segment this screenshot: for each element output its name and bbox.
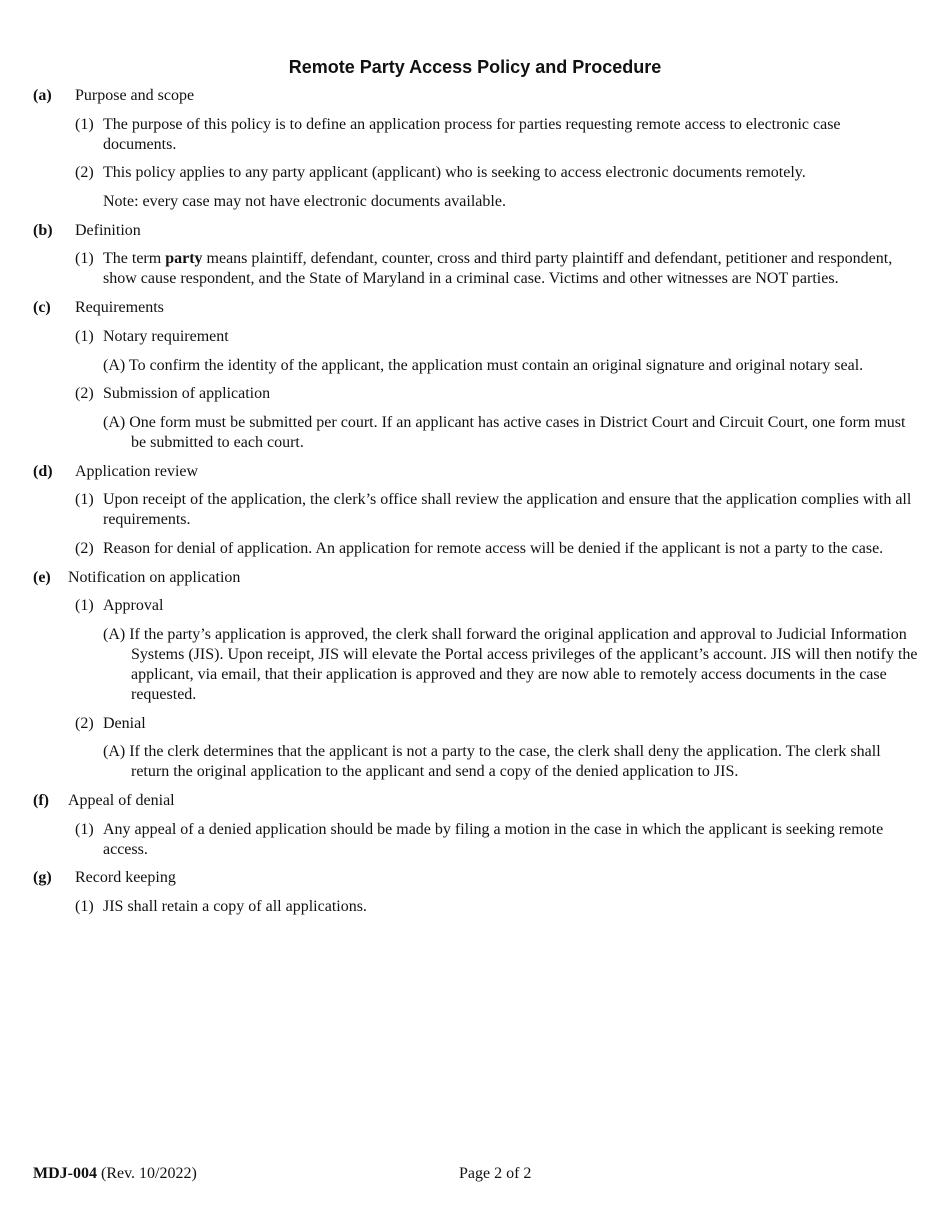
section-letter: (g) bbox=[33, 869, 52, 887]
sub-list-item bbox=[0, 356, 950, 376]
section-letter: (d) bbox=[33, 462, 53, 480]
page-number: Page 2 of 2 bbox=[459, 1165, 532, 1182]
section-title: Notification on application bbox=[68, 568, 241, 586]
section-f-heading bbox=[0, 791, 950, 811]
list-item bbox=[0, 327, 950, 347]
section-title: Purpose and scope bbox=[75, 87, 195, 104]
section-title: Application review bbox=[75, 462, 199, 480]
item-text: Denial bbox=[103, 714, 146, 732]
item-text: The purpose of this policy is to define an application process for parties requesting remote access to electronic case documents. bbox=[103, 115, 841, 153]
item-text: Reason for denial of application. An application for remote access will be denied if the applicant is not a party to the case. bbox=[103, 539, 884, 557]
list-item bbox=[0, 596, 950, 616]
item-number: (2) bbox=[75, 385, 94, 403]
sub-item-text: (A) One form must be submitted per court. If an applicant has active cases in District Court and Circuit Court, one form must be submitted to each court. bbox=[103, 413, 906, 451]
list-item bbox=[0, 115, 950, 155]
section-letter: (b) bbox=[33, 221, 53, 239]
list-item bbox=[0, 897, 950, 917]
item-number: (2) bbox=[75, 539, 94, 557]
list-item bbox=[0, 384, 950, 404]
list-item bbox=[0, 539, 950, 559]
list-item bbox=[0, 249, 950, 289]
item-text: Approval bbox=[103, 597, 164, 615]
section-letter: (e) bbox=[33, 568, 51, 586]
sub-list-item bbox=[0, 625, 950, 705]
item-number: (1) bbox=[75, 597, 94, 615]
section-c-heading bbox=[0, 298, 950, 318]
item-number: (1) bbox=[75, 250, 94, 268]
section-b-heading bbox=[0, 221, 950, 241]
list-item bbox=[0, 820, 950, 860]
list-item bbox=[0, 714, 950, 734]
item-number: (1) bbox=[75, 898, 94, 916]
item-number: (1) bbox=[75, 820, 94, 838]
policy-body bbox=[0, 86, 950, 926]
sub-list-item bbox=[0, 413, 950, 453]
item-text: Any appeal of a denied application should be made by filing a motion in the case in which the applicant is seeking remote access. bbox=[103, 820, 884, 858]
page-title: Remote Party Access Policy and Procedure bbox=[288, 57, 662, 77]
section-g-heading bbox=[0, 868, 950, 888]
form-id: MDJ-004 bbox=[33, 1165, 97, 1182]
section-a-heading bbox=[0, 86, 950, 106]
section-title: Definition bbox=[75, 221, 141, 239]
item-text: Notary requirement bbox=[103, 327, 229, 345]
item-text: Upon receipt of the application, the clerk’s office shall review the application and ensure that the application complies with all requirements. bbox=[103, 491, 912, 529]
section-title: Requirements bbox=[75, 299, 164, 317]
sub-item-text: (A) To confirm the identity of the applicant, the application must contain an original signature and original notary seal. bbox=[103, 356, 864, 374]
definition-text-before: The term bbox=[103, 250, 166, 268]
sub-item-text: (A) If the clerk determines that the applicant is not a party to the case, the clerk shall deny the application. The clerk shall return the original application to the applicant and send a copy of the denied application to JIS. bbox=[103, 743, 881, 781]
section-e-heading bbox=[0, 568, 950, 588]
definition-text bbox=[103, 249, 916, 289]
list-item bbox=[0, 490, 950, 530]
item-number: (2) bbox=[75, 164, 94, 182]
section-d-heading bbox=[0, 462, 950, 482]
section-title: Record keeping bbox=[75, 869, 176, 887]
form-revision: (Rev. 10/2022) bbox=[100, 1165, 197, 1182]
item-text: This policy applies to any party applicant (applicant) who is seeking to access electronic documents remotely. bbox=[103, 164, 806, 182]
note-text: Note: every case may not have electronic documents available. bbox=[103, 193, 506, 211]
section-letter: (c) bbox=[33, 299, 51, 317]
sub-item-text: (A) If the party’s application is approved, the clerk shall forward the original application and approval to Judicial Information Systems (JIS). Upon receipt, JIS will elevate the Portal access privileges of the applicant’s account. JIS will then notify the applicant, via email, that their application is approved and they are now able to remotely access documents in the case requested. bbox=[103, 626, 918, 703]
definition-text-after: means plaintiff, defendant, counter, cross and third party plaintiff and defendant, petitioner and respondent, show cause respondent, and the State of Maryland in a criminal case. Victims and other witnesses are NOT parties. bbox=[103, 250, 893, 288]
form-identifier bbox=[33, 1164, 197, 1184]
list-item bbox=[0, 163, 950, 183]
item-number: (1) bbox=[75, 327, 94, 345]
item-number: (2) bbox=[75, 714, 94, 732]
defined-term: party bbox=[165, 250, 203, 268]
item-number: (1) bbox=[75, 491, 94, 509]
section-title: Appeal of denial bbox=[68, 792, 175, 810]
section-letter: (f) bbox=[33, 792, 49, 810]
item-text: JIS shall retain a copy of all applications. bbox=[103, 898, 367, 916]
note-row bbox=[0, 192, 950, 212]
sub-list-item bbox=[0, 742, 950, 782]
section-letter: (a) bbox=[33, 87, 52, 104]
item-number: (1) bbox=[75, 115, 94, 133]
item-text: Submission of application bbox=[103, 385, 271, 403]
